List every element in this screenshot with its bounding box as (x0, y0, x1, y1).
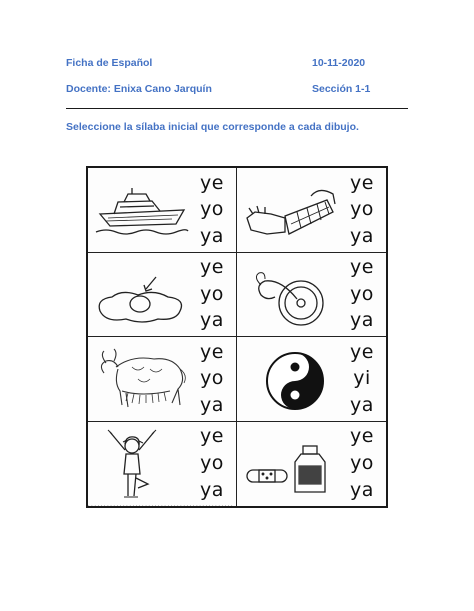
section-label: Sección 1-1 (312, 83, 371, 95)
yoyo-icon (241, 259, 339, 331)
iodine-kit-icon (241, 428, 339, 500)
instruction-text: Seleccione la sílaba inicial que corresponde a cada dibujo. (66, 121, 359, 133)
syllable-option[interactable]: ya (350, 309, 374, 332)
yoga-girl-icon (92, 428, 190, 500)
syllable-option[interactable]: yo (200, 452, 224, 475)
syllable-option[interactable]: ya (350, 479, 374, 502)
syllable-option[interactable]: yo (200, 198, 224, 221)
syllable-option[interactable]: ya (200, 393, 224, 416)
syllable-option[interactable]: ye (200, 171, 224, 194)
syllable-option[interactable]: yo (350, 452, 374, 475)
worksheet-cell (237, 253, 386, 338)
worksheet-cell (237, 168, 386, 253)
worksheet-cell (88, 253, 237, 338)
syllable-option[interactable]: ya (350, 393, 374, 416)
worksheet-cell (88, 337, 237, 422)
teacher-name: Docente: Enixa Cano Jarquín (66, 83, 212, 95)
boat-icon (92, 174, 190, 246)
syllable-option[interactable]: ye (350, 171, 374, 194)
syllable-option[interactable]: ye (350, 340, 374, 363)
cast-arm-icon (241, 174, 339, 246)
syllable-option[interactable]: yo (200, 367, 224, 390)
syllable-worksheet (86, 166, 388, 508)
syllable-option[interactable]: yo (350, 198, 374, 221)
syllable-option[interactable]: ye (350, 425, 374, 448)
worksheet-date: 10-11-2020 (312, 57, 366, 69)
syllable-option[interactable]: ye (200, 256, 224, 279)
worksheet-cell (237, 422, 386, 507)
worksheet-cell (237, 337, 386, 422)
egg-yolk-icon (92, 259, 190, 331)
illegible-footnote: · · · · · · · · · · · · · · · · · · · · · · · · · · · · · · · · · · · · · · · · · · · · · · (88, 503, 233, 509)
syllable-option[interactable]: ya (350, 224, 374, 247)
syllable-option[interactable]: ye (350, 256, 374, 279)
yin-yang-icon (241, 343, 339, 415)
syllable-option[interactable]: ye (200, 340, 224, 363)
syllable-option[interactable]: ya (200, 479, 224, 502)
worksheet-cell (88, 168, 237, 253)
header-divider (66, 108, 408, 109)
yak-icon (92, 343, 190, 415)
syllable-option[interactable]: yo (200, 282, 224, 305)
syllable-option[interactable]: yi (353, 367, 371, 390)
syllable-option[interactable]: ye (200, 425, 224, 448)
syllable-option[interactable]: yo (350, 282, 374, 305)
syllable-option[interactable]: ya (200, 309, 224, 332)
worksheet-title: Ficha de Español (66, 57, 153, 69)
syllable-option[interactable]: ya (200, 224, 224, 247)
worksheet-cell (88, 422, 237, 507)
